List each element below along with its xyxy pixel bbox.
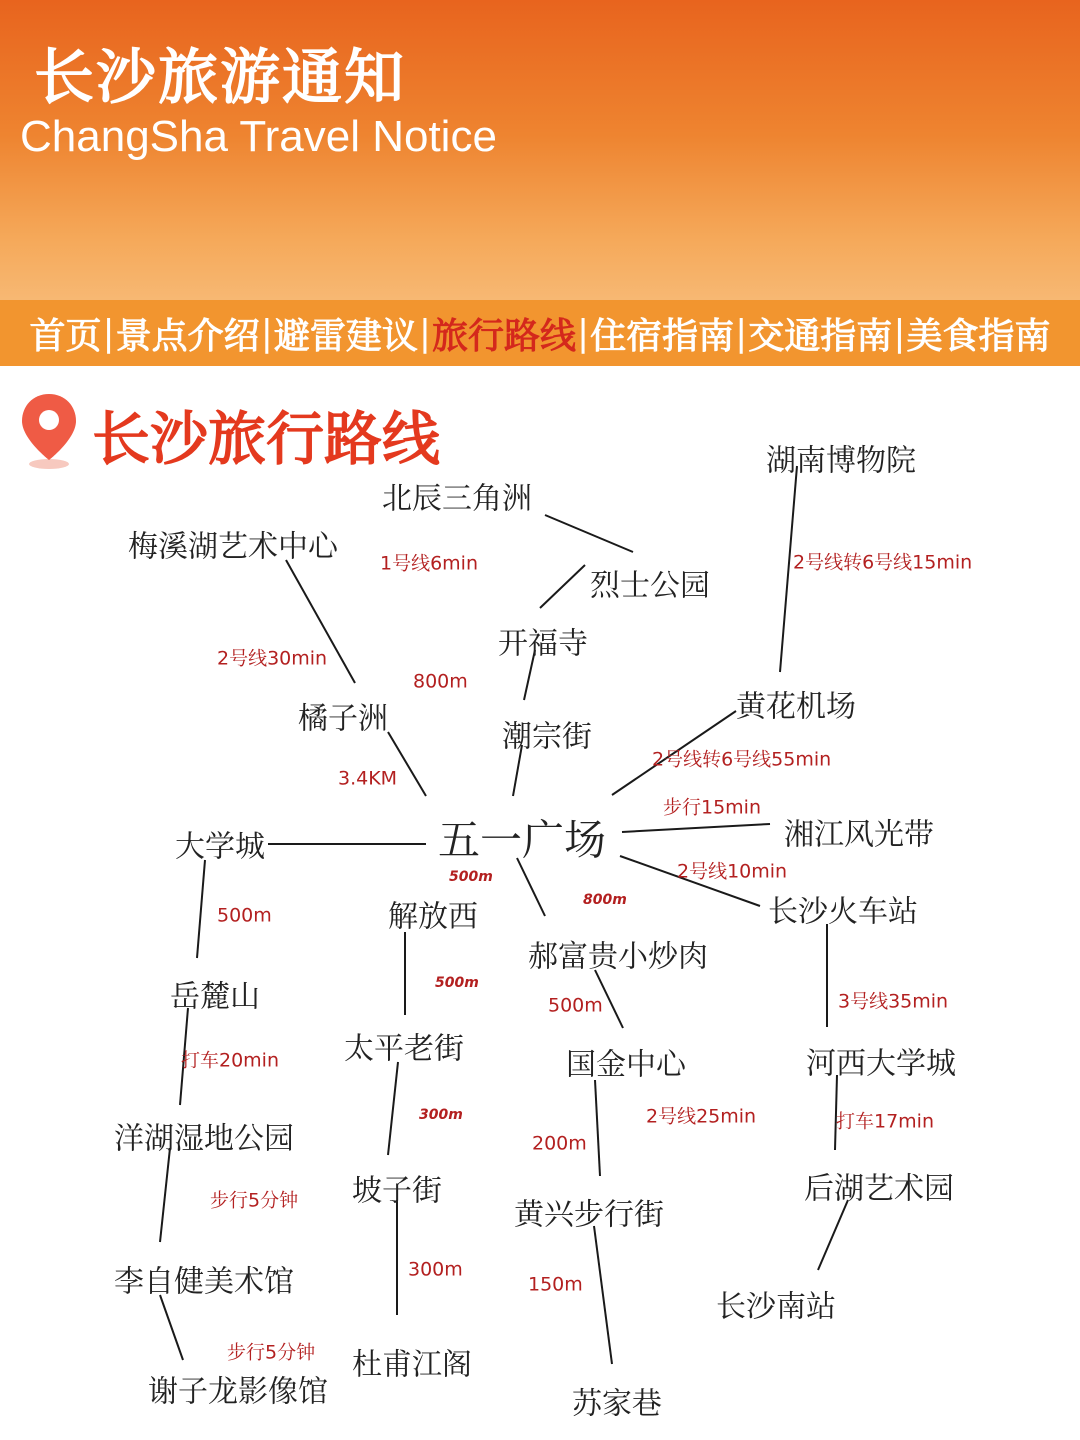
map-node-pozi: 坡子街 [352, 1173, 442, 1209]
route-link-label-wuyi-huochezhan: 2号线10min [677, 860, 788, 883]
route-link-label-haofugui-guojin: 500m [548, 994, 603, 1017]
map-node-yanghu: 洋湖湿地公园 [114, 1121, 294, 1157]
nav-item-3[interactable]: 旅行路线 [431, 315, 576, 357]
nav-separator: | [577, 312, 590, 354]
route-link-label-meixi-juzizhou: 2号线30min [217, 647, 328, 670]
map-node-lieshi: 烈士公园 [590, 568, 710, 604]
map-node-taiping: 太平老街 [344, 1031, 464, 1067]
route-link-label-taiping-pozi: 300m [419, 1107, 463, 1123]
route-link-label-yanghu-lizijian: 步行5分钟 [210, 1189, 299, 1212]
map-node-daxuecheng: 大学城 [175, 829, 265, 865]
nav-separator: | [102, 312, 115, 354]
map-node-kaifu: 开福寺 [498, 626, 588, 662]
map-node-dufu: 杜甫江阁 [352, 1347, 472, 1383]
map-node-xiezilong: 谢子龙影像馆 [148, 1374, 328, 1410]
map-node-nanzhan: 长沙南站 [716, 1289, 836, 1325]
map-node-huangxing: 黄兴步行街 [514, 1197, 664, 1233]
nav-separator: | [418, 312, 431, 354]
page-subtitle: ChangSha Travel Notice [20, 112, 497, 161]
route-link-label-lizijian-xiezilong: 步行5分钟 [227, 1341, 316, 1364]
map-node-huochezhan: 长沙火车站 [768, 894, 918, 930]
route-link-label-guojin-huangxing: 200m [532, 1132, 587, 1155]
nav-separator: | [735, 312, 748, 354]
map-node-yuelu: 岳麓山 [170, 979, 260, 1015]
route-link-label-kaifu-chaozong: 800m [413, 670, 468, 693]
route-link-huangxing-sujia [594, 1226, 612, 1364]
route-link-wuyi-xiangjiang [622, 824, 770, 832]
route-link-label-juzizhou-wuyi: 3.4KM [338, 767, 398, 790]
route-link-label-hexi-houhu: 打车17min [836, 1110, 935, 1133]
map-node-lizijian: 李自健美术馆 [114, 1264, 294, 1300]
route-link-label-huochezhan-hexi: 3号线35min [838, 990, 949, 1013]
map-node-wuyi: 五一广场 [438, 815, 607, 865]
route-link-wuyi-haofugui [517, 858, 545, 916]
route-section-title: 长沙旅行路线 [92, 405, 441, 473]
map-node-beichen: 北辰三角洲 [382, 481, 532, 517]
route-link-label-wuyi-xiangjiang: 步行15min [663, 796, 762, 819]
route-link-yanghu-lizijian [160, 1148, 170, 1242]
route-link-taiping-pozi [388, 1062, 398, 1155]
route-link-label-wuyi-haofugui: 800m [583, 892, 627, 908]
route-link-label-yuelu-yanghu: 打车20min [181, 1049, 280, 1072]
nav-item-0[interactable]: 首页 [29, 315, 102, 357]
route-link-label-huangxing-sujia: 150m [528, 1273, 583, 1296]
nav-item-4[interactable]: 住宿指南 [590, 315, 735, 357]
map-node-hexi: 河西大学城 [806, 1046, 956, 1082]
map-node-chaozong: 潮宗街 [502, 719, 592, 755]
map-node-xiangjiang: 湘江风光带 [784, 817, 934, 853]
nav-separator: | [260, 312, 273, 354]
route-link-beichen-lieshi [545, 515, 633, 552]
map-node-bowuyuan: 湖南博物院 [766, 443, 916, 479]
map-node-jiefangxi: 解放西 [388, 899, 478, 935]
route-link-label-daxuecheng-yuelu: 500m [217, 904, 272, 927]
nav-item-1[interactable]: 景点介绍 [115, 315, 260, 357]
nav-item-2[interactable]: 避雷建议 [273, 315, 418, 357]
route-link-label-guojin-huangxing-2: 2号线25min [646, 1105, 757, 1128]
map-node-haofugui: 郝富贵小炒肉 [528, 939, 708, 975]
nav-separator: | [893, 312, 906, 354]
route-link-label-lieshi-kaifu: 1号线6min [380, 552, 479, 575]
map-node-meixi: 梅溪湖艺术中心 [128, 529, 338, 565]
nav-item-5[interactable]: 交通指南 [748, 315, 893, 357]
route-link-label-huanghua-wuyi: 2号线转6号线55min [652, 748, 832, 771]
nav-item-6[interactable]: 美食指南 [906, 315, 1051, 357]
route-link-lieshi-kaifu [540, 565, 585, 608]
route-link-label-bowuyuan-huanghua: 2号线转6号线15min [793, 551, 973, 574]
route-link-guojin-huangxing [595, 1080, 600, 1176]
map-node-huanghua: 黄花机场 [736, 689, 856, 725]
route-link-daxuecheng-yuelu [197, 860, 205, 958]
route-link-lizijian-xiezilong [160, 1295, 183, 1360]
map-node-juzizhou: 橘子洲 [298, 701, 388, 737]
route-link-houhu-nanzhan [818, 1200, 848, 1270]
map-node-sujia: 苏家巷 [572, 1386, 662, 1422]
route-link-label-wuyi-jiefangxi: 500m [449, 869, 493, 885]
route-link-label-jiefangxi-taiping: 500m [435, 975, 479, 991]
route-link-label-pozi-dufu: 300m [408, 1258, 463, 1281]
page-title: 长沙旅游通知 [34, 43, 406, 113]
map-node-houhu: 后湖艺术园 [804, 1171, 954, 1207]
map-node-guojin: 国金中心 [566, 1047, 686, 1083]
